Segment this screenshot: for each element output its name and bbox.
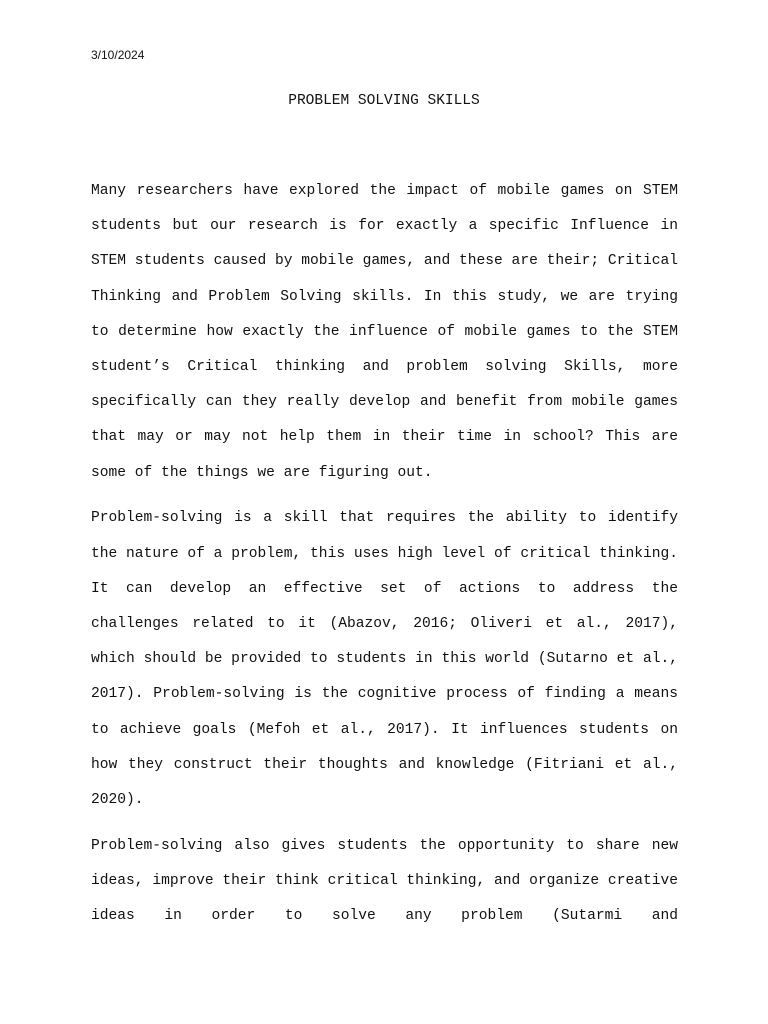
document-title: PROBLEM SOLVING SKILLS xyxy=(288,93,480,109)
paragraph-intro: Many researchers have explored the impact of mobile games on STEM students but our research is for exactly a specific Influence in STEM students caused by mobile games, and these are their; Critical Thinking and Problem Solving skills. In this study, we are trying to determine how exactly the influence of mobile games to the STEM student’s Critical thinking and problem solving Skills, more specifically can they really develop and benefit from mobile games that may or may not help them in their time in school? This are some of the things we are figuring out. xyxy=(91,183,678,481)
document-body xyxy=(91,174,678,945)
document-date: 3/10/2024 xyxy=(91,48,145,62)
paragraph-definition: Problem-solving is a skill that requires the ability to identify the nature of a problem, this uses high level of critical thinking. It can develop an effective set of actions to address the challenges related to it (Abazov, 2016; Oliveri et al., 2017), which should be provided to students in this world (Sutarno et al., 2017). Problem-solving is the cognitive process of finding a means to achieve goals (Mefoh et al., 2017). It influences students on how they construct their thoughts and knowledge (Fitriani et al., 2020). xyxy=(91,510,678,808)
paragraph-benefits: Problem-solving also gives students the opportunity to share new ideas, improve their think critical thinking, and organize creative ideas in order to solve any problem (Sutarmi and xyxy=(91,837,678,925)
